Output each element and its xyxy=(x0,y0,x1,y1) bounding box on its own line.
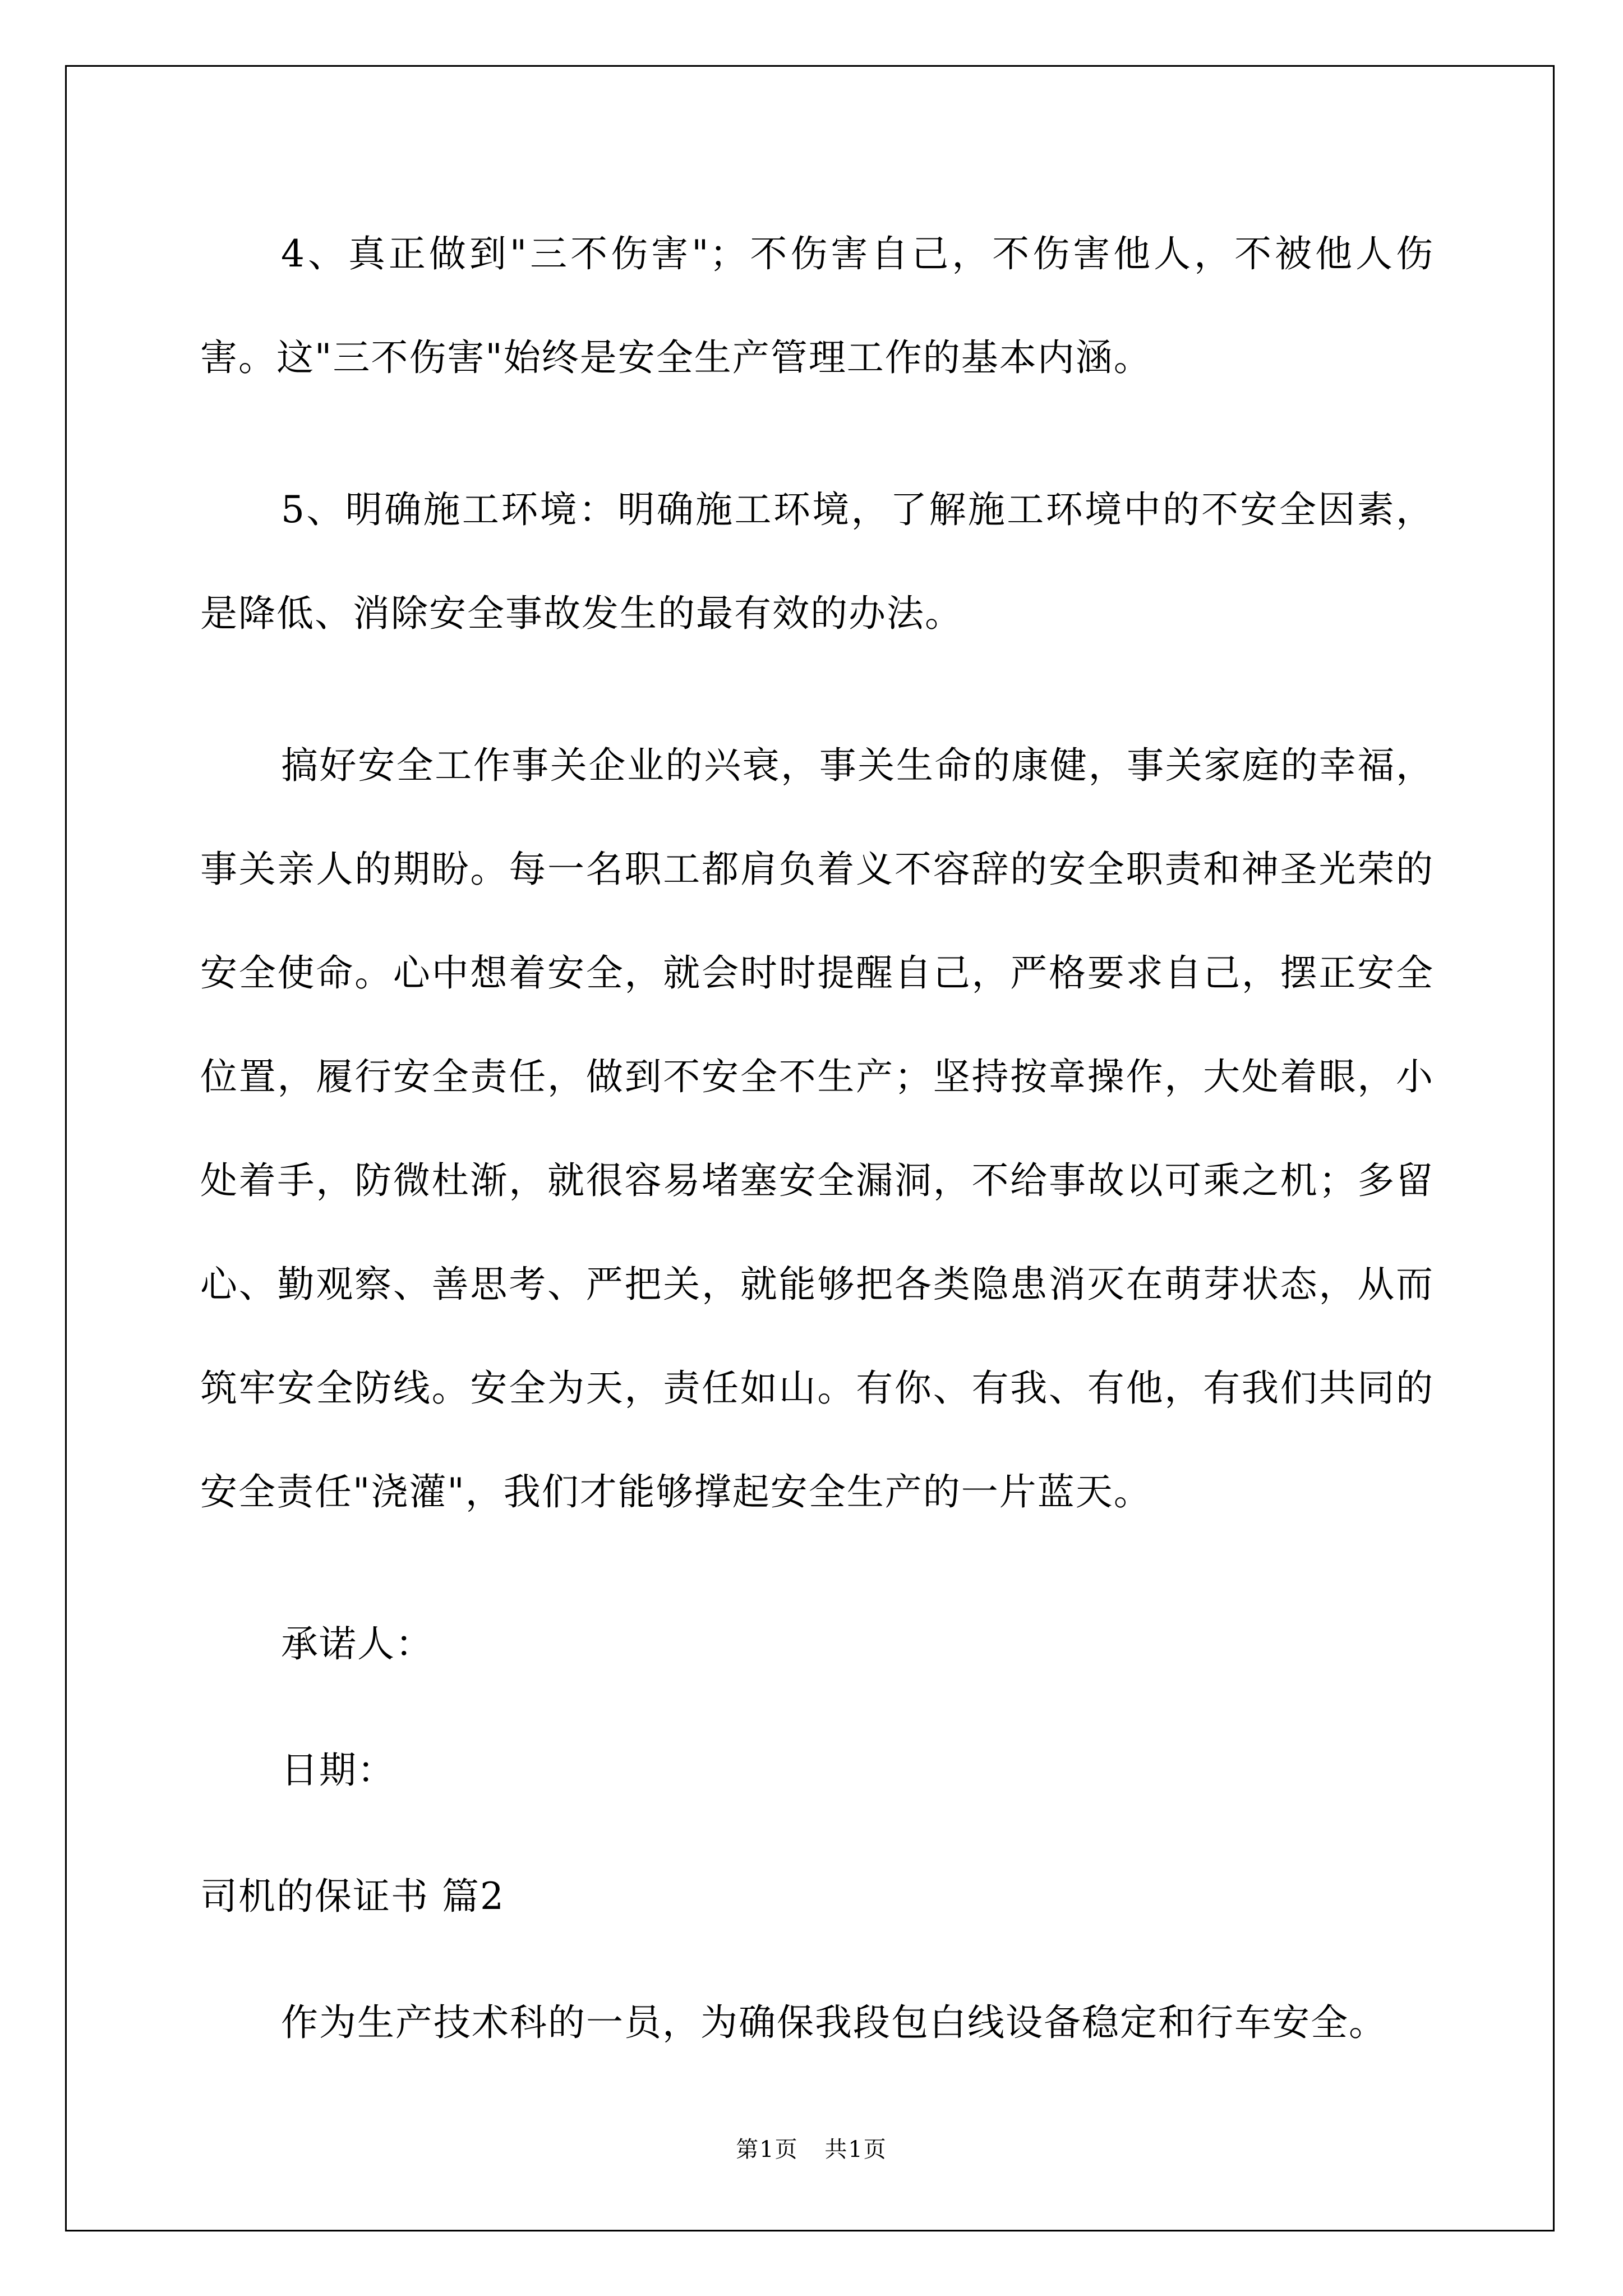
paragraph-item-5: 5、明确施工环境：明确施工环境，了解施工环境中的不安全因素，是降低、消除安全事故发生的最有效的办法。 xyxy=(200,488,1434,635)
section-heading: 司机的保证书 篇2 xyxy=(200,1875,505,1918)
document-body xyxy=(200,202,1434,2123)
paragraph-safety-body: 搞好安全工作事关企业的兴衰，事关生命的康健，事关家庭的幸福，事关亲人的期盼。每一名职工都肩负着义不容辞的安全职责和神圣光荣的安全使命。心中想着安全，就会时时提醒自己，严格要求自己，摆正安全位置，履行安全责任，做到不安全不生产；坚持按章操作，大处着眼，小处着手，防微杜渐，就很容易堵塞安全漏洞，不给事故以可乘之机；多留心、勤观察、善思考、严把关，就能够把各类隐患消灭在萌芽状态，从而筑牢安全防线。安全为天，责任如山。有你、有我、有他，有我们共同的安全责任"浇灌"，我们才能够撑起安全生产的一片蓝天。 xyxy=(200,744,1434,1513)
paragraph-item-4: 4、真正做到"三不伤害"；不伤害自己，不伤害他人，不被他人伤害。这"三不伤害"始终是安全生产管理工作的基本内涵。 xyxy=(200,232,1434,379)
signatory-label: 承诺人： xyxy=(281,1622,434,1665)
page-total: 共1页 xyxy=(824,2137,887,2162)
page-number: 第1页 xyxy=(736,2137,799,2162)
paragraph-intro: 作为生产技术科的一员，为确保我段包白线设备稳定和行车安全。 xyxy=(281,2001,1387,2044)
page-footer xyxy=(0,2132,1623,2164)
date-label: 日期： xyxy=(281,1749,395,1792)
